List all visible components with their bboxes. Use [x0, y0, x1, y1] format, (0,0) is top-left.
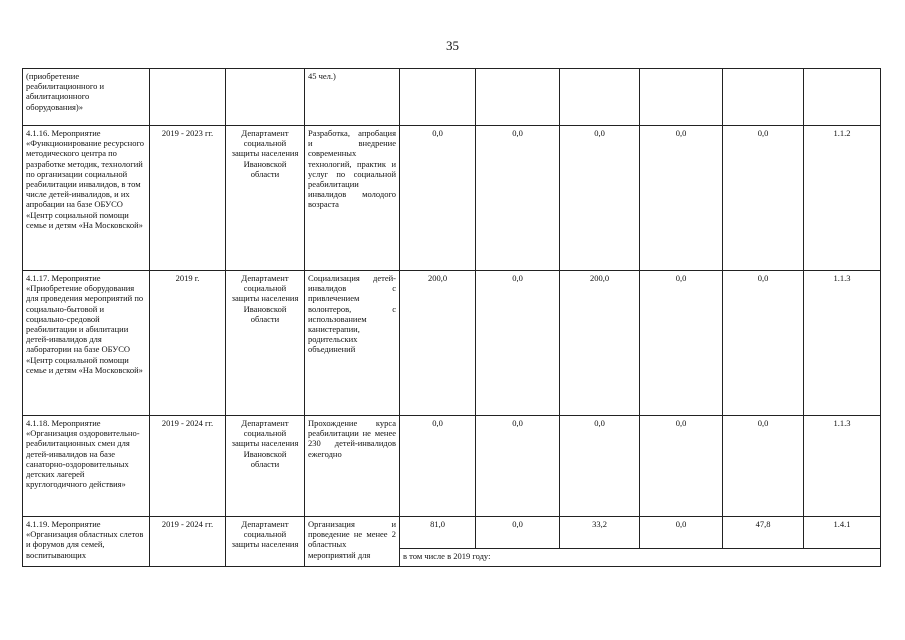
value-cell: 0,0: [400, 126, 476, 271]
value-cell: [476, 69, 560, 126]
measure-result: 45 чел.): [305, 69, 400, 126]
table-row: [23, 517, 881, 549]
measure-result: Социализация детей-инвалидов с привлечением волонтеров, с использованием канистерапии, родительских объединений: [305, 271, 400, 416]
indicator-cell: 1.1.3: [804, 416, 881, 517]
value-cell: 200,0: [400, 271, 476, 416]
value-cell: 200,0: [560, 271, 640, 416]
measure-description: 4.1.19. Мероприятие «Организация областных слетов и форумов для семей, воспитывающих: [23, 517, 150, 567]
value-cell: 47,8: [723, 517, 804, 549]
indicator-cell: 1.1.2: [804, 126, 881, 271]
measure-period: 2019 - 2024 гг.: [150, 517, 226, 567]
value-cell: [640, 69, 723, 126]
measure-description: (приобретение реабилитационного и абилитационного оборудования)»: [23, 69, 150, 126]
value-cell: 0,0: [723, 416, 804, 517]
measure-period: 2019 г.: [150, 271, 226, 416]
measure-description: 4.1.17. Мероприятие «Приобретение оборудования для проведения мероприятий по социально-бытовой и социально-средовой реабилитации и абилитации детей-инвалидов для лаборатории на базе ОБУСО «Центр социальной помощи семье и детям «На Московской»: [23, 271, 150, 416]
value-cell: [723, 69, 804, 126]
sub-note: в том числе в 2019 году:: [400, 549, 881, 567]
measure-result: Организация и проведение не менее 2 областных мероприятий для: [305, 517, 400, 567]
value-cell: 0,0: [476, 416, 560, 517]
value-cell: 0,0: [640, 416, 723, 517]
value-cell: 81,0: [400, 517, 476, 549]
indicator-cell: 1.1.3: [804, 271, 881, 416]
value-cell: 0,0: [400, 416, 476, 517]
program-measures-table: [22, 68, 881, 567]
value-cell: 33,2: [560, 517, 640, 549]
value-cell: [560, 69, 640, 126]
measure-executor: Департамент социальной защиты населения Ивановской области: [226, 126, 305, 271]
indicator-cell: [804, 69, 881, 126]
value-cell: 0,0: [723, 126, 804, 271]
measure-description: 4.1.18. Мероприятие «Организация оздоровительно-реабилитационных смен для детей-инвалидов на базе санаторно-оздоровительных детских лагерей круглогодичного действия»: [23, 416, 150, 517]
table-row: [23, 126, 881, 271]
measure-description: 4.1.16. Мероприятие «Функционирование ресурсного методического центра по разработке методик, технологий по организации социальной реабилитации инвалидов, в том числе детей-инвалидов, и их апробации на базе ОБУСО «Центр социальной помощи семье и детям «На Московской»: [23, 126, 150, 271]
value-cell: 0,0: [476, 126, 560, 271]
table-row: [23, 416, 881, 517]
value-cell: 0,0: [640, 517, 723, 549]
value-cell: 0,0: [476, 517, 560, 549]
measure-result: Прохождение курса реабилитации не менее 230 детей-инвалидов ежегодно: [305, 416, 400, 517]
measure-period: [150, 69, 226, 126]
page-number: 35: [446, 38, 459, 53]
measure-result: Разработка, апробация и внедрение современных технологий, практик и услуг по социальной реабилитации инвалидов молодого возраста: [305, 126, 400, 271]
value-cell: 0,0: [476, 271, 560, 416]
value-cell: 0,0: [723, 271, 804, 416]
value-cell: 0,0: [560, 126, 640, 271]
table-row: [23, 271, 881, 416]
measure-period: 2019 - 2023 гг.: [150, 126, 226, 271]
value-cell: 0,0: [640, 271, 723, 416]
indicator-cell: 1.4.1: [804, 517, 881, 549]
value-cell: [400, 69, 476, 126]
measure-executor: Департамент социальной защиты населения: [226, 517, 305, 567]
table-row: [23, 69, 881, 126]
measure-executor: Департамент социальной защиты населения Ивановской области: [226, 416, 305, 517]
measure-executor: Департамент социальной защиты населения Ивановской области: [226, 271, 305, 416]
measure-executor: [226, 69, 305, 126]
value-cell: 0,0: [560, 416, 640, 517]
value-cell: 0,0: [640, 126, 723, 271]
measure-period: 2019 - 2024 гг.: [150, 416, 226, 517]
